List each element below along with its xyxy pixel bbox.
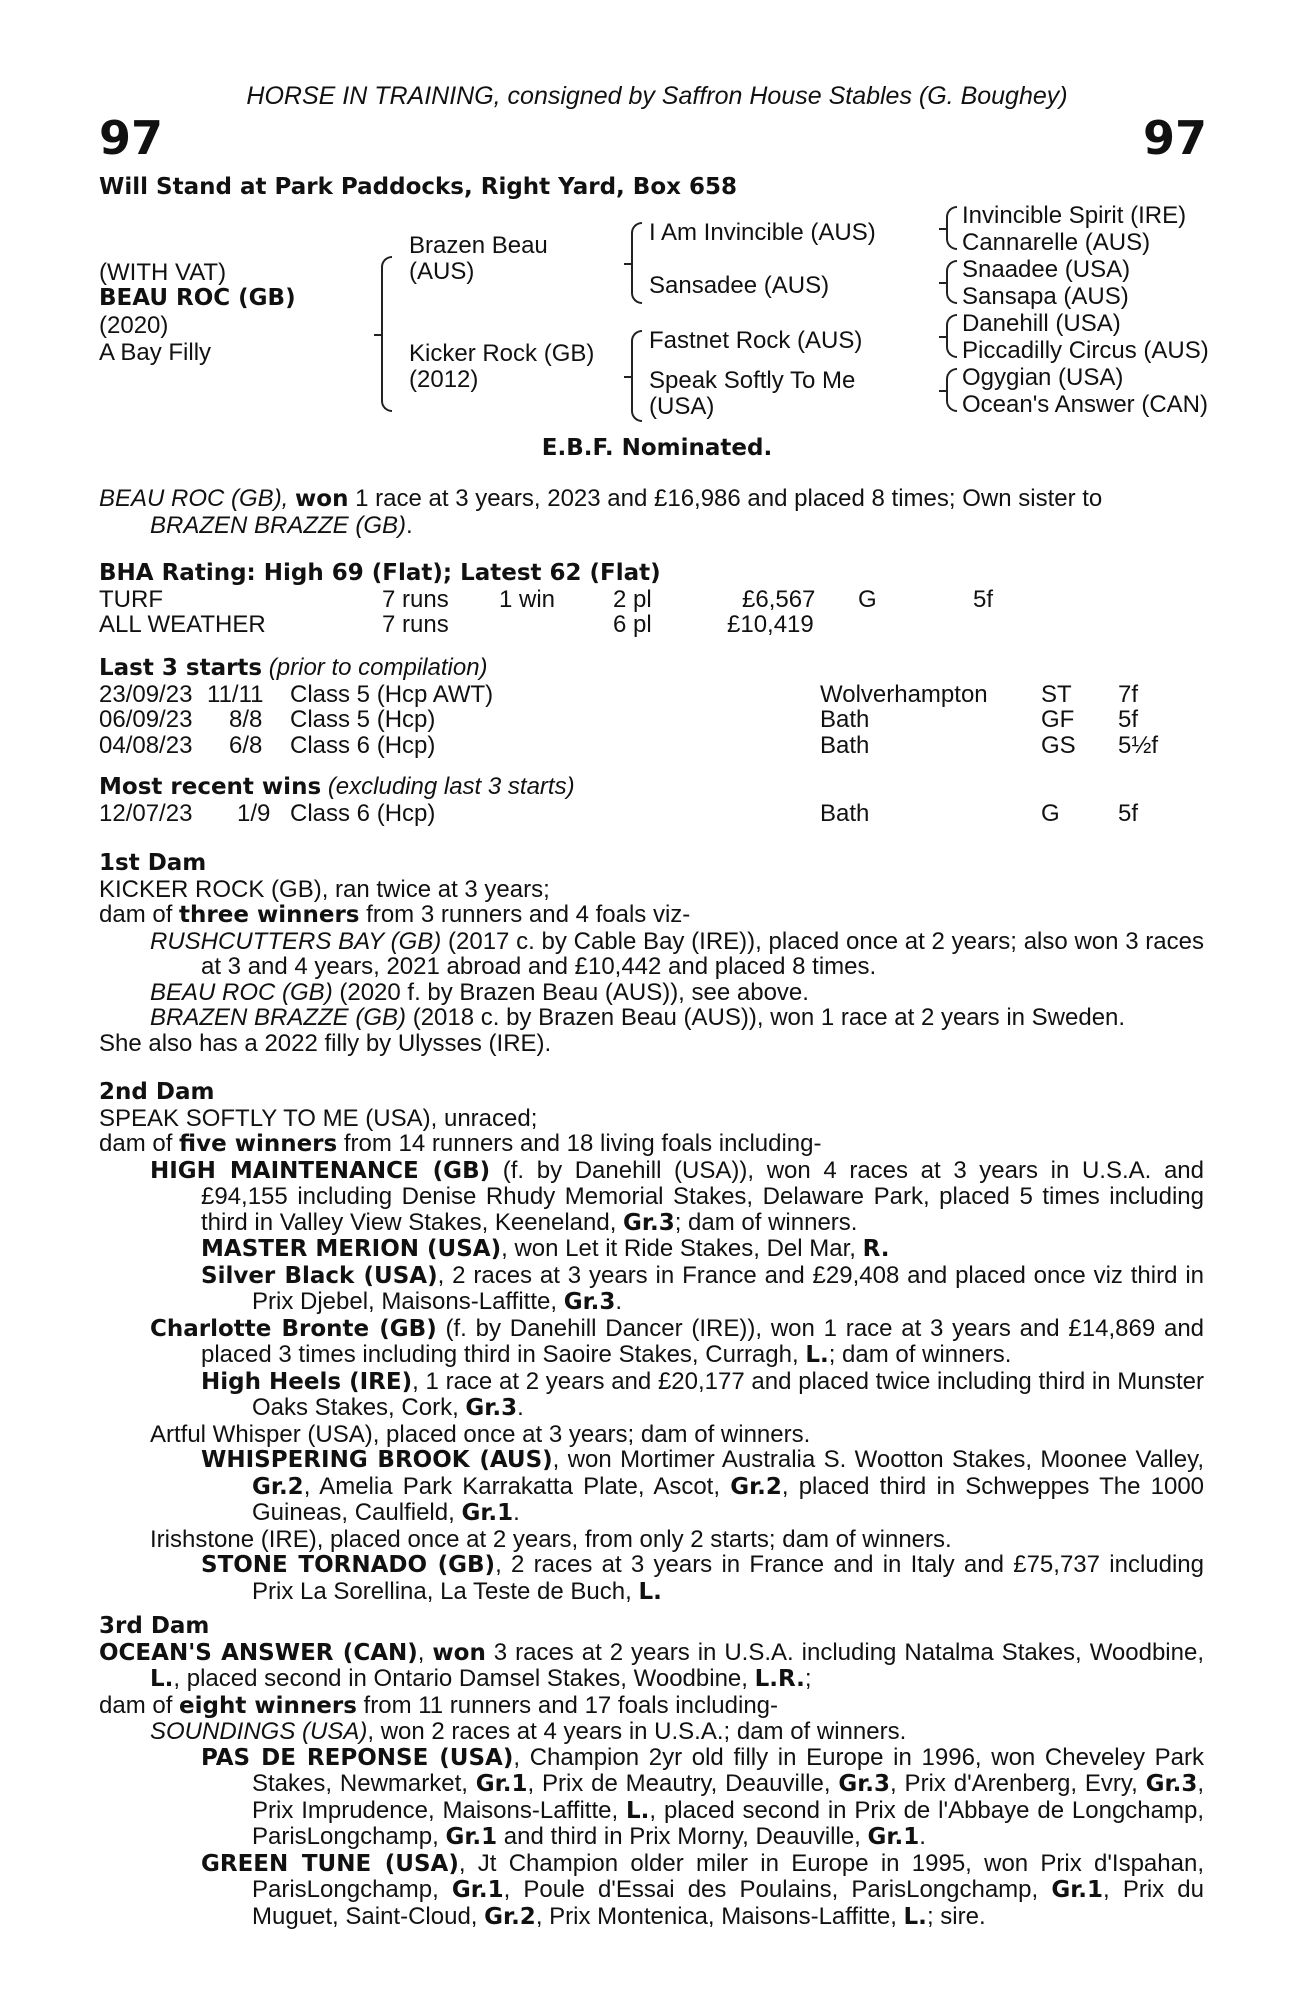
start-row: 23/09/23 11/11 Class 5 (Hcp AWT) Wolverhampton ST 7f — [99, 680, 1139, 708]
sire-sire: I Am Invincible (AUS) — [649, 219, 876, 246]
last-starts-section: Last 3 starts (prior to compilation) 23/09/23 11/11 Class 5 (Hcp AWT) Wolverhampton ST 7f 06/09/23 8/8 Class 5 (Hcp) Bath GF 5f 04/08/23 6/8 Class 6 (Hcp) Bath GS 5½f — [99, 655, 1204, 758]
progeny-entry: Charlotte Bronte (GB) (f. by Danehill Dancer (IRE)), won 1 race at 3 years and £14,869 and placed 3 times including third in Saoire Stakes, Curragh, L.; dam of winners. — [150, 1314, 1205, 1368]
progeny-entry: SOUNDINGS (USA), won 2 races at 4 years in U.S.A.; dam of winners. — [150, 1718, 907, 1745]
gen4-2: Cannarelle (AUS) — [962, 229, 1151, 256]
gen4-7: Ogygian (USA) — [962, 364, 1124, 391]
pedigree-brace-sire — [631, 222, 642, 304]
sire-dam: Sansadee (AUS) — [649, 272, 830, 299]
pedigree-brace-dam — [631, 330, 642, 422]
lot-number-right: 97 — [1142, 111, 1207, 165]
dam-sire: Fastnet Rock (AUS) — [649, 327, 863, 354]
bha-section — [99, 561, 1204, 638]
race-summary: BEAU ROC (GB), won 1 race at 3 years, 2023 and £16,986 and placed 8 times; Own sister to BRAZEN BRAZZE (GB). — [99, 485, 1103, 539]
second-dam-title: 2nd Dam — [99, 1079, 215, 1105]
ebf-nominated: E.B.F. Nominated. — [541, 435, 773, 461]
last-starts-title: Last 3 starts — [99, 655, 263, 681]
gen4-1: Invincible Spirit (IRE) — [962, 202, 1187, 229]
progeny-entry: BRAZEN BRAZZE (GB) (2018 c. by Brazen Beau (AUS)), won 1 race at 2 years in Sweden. — [150, 1004, 1126, 1031]
sire-country: (AUS) — [409, 258, 475, 285]
recent-wins-title: Most recent wins — [99, 774, 322, 800]
gen4-6: Piccadilly Circus (AUS) — [962, 337, 1209, 364]
dam-name: Kicker Rock (GB) — [409, 340, 595, 367]
pedigree-brace-g4-2 — [946, 260, 957, 304]
third-dam-title: 3rd Dam — [99, 1613, 210, 1639]
third-dam-entry: OCEAN'S ANSWER (CAN), won 3 races at 2 years in U.S.A. including Natalma Stakes, Woodbine, L., placed second in Ontario Damsel Stakes, Woodbine, L.R.; — [99, 1638, 1204, 1692]
progeny-entry: MASTER MERION (USA), won Let it Ride Stakes, Del Mar, R. — [201, 1235, 890, 1262]
horse-year: (2020) — [99, 312, 169, 339]
start-row: 04/08/23 6/8 Class 6 (Hcp) Bath GS 5½f — [99, 731, 1159, 759]
pedigree-brace-g4-3 — [946, 314, 957, 358]
vat-note: (WITH VAT) — [99, 259, 227, 286]
pedigree-brace-g4-4 — [946, 368, 957, 412]
recent-win-row: 12/07/23 1/9 Class 6 (Hcp) Bath G 5f — [99, 799, 1139, 827]
recent-wins-section: Most recent wins (excluding last 3 starts) 12/07/23 1/9 Class 6 (Hcp) Bath G 5f — [99, 774, 1204, 826]
first-dam-title: 1st Dam — [99, 850, 207, 876]
gen4-5: Danehill (USA) — [962, 310, 1121, 337]
gen4-3: Snaadee (USA) — [962, 256, 1131, 283]
consignment-header: HORSE IN TRAINING, consigned by Saffron House Stables (G. Boughey) — [246, 82, 1068, 110]
progeny-entry: Irishstone (IRE), placed once at 2 years, from only 2 starts; dam of winners. — [150, 1525, 952, 1553]
horse-name: BEAU ROC (GB) — [99, 285, 296, 311]
stand-location: Will Stand at Park Paddocks, Right Yard, Box 658 — [99, 174, 737, 200]
bha-row-turf: TURF 7 runs 1 win 2 pl £6,567 G 5f — [99, 585, 994, 613]
progeny-entry: Silver Black (USA), 2 races at 3 years in France and £29,408 and placed once viz third in Prix Djebel, Maisons-Laffitte, Gr.3. — [201, 1261, 1204, 1315]
progeny-entry: Artful Whisper (USA), placed once at 3 years; dam of winners. — [150, 1420, 811, 1448]
progeny-entry: RUSHCUTTERS BAY (GB) (2017 c. by Cable Bay (IRE)), placed once at 2 years; also won 3 races at 3 and 4 years, 2021 abroad and £10,442 and placed 8 times. — [150, 927, 1204, 980]
second-dam-section: 2nd Dam SPEAK SOFTLY TO ME (USA), unraced; dam of five winners from 14 runners and 18 living foals including- HIGH MAINTENANCE (GB) (f. by Danehill (USA)), won 4 races at 3 years in U.S.A. and £94,155 including Denise Rhudy Memorial Stakes, Delaware Park, placed 5 times including third in Valley View Stakes, Keeneland, Gr.3; dam of winners. MASTER MERION (USA), won Let it Ride Stakes, Del Mar, R. Silver Black (USA), 2 races at 3 years in France and £29,408 and placed once viz third in Prix Djebel, Maisons-Laffitte, Gr.3. Charlotte Bronte (GB) (f. by Danehill Dancer (IRE)), won 1 race at 3 years and £14,869 and placed 3 times including third in Saoire Stakes, Curragh, L.; dam of winners. High Heels (IRE), 1 race at 2 years and £20,177 and placed twice including third in Munster Oaks Stakes, Cork, Gr.3. Artful Whisper (USA), placed once at 3 years; dam of winners. WHISPERING BROOK (AUS), won Mortimer Australia S. Wootton Stakes, Moonee Valley, Gr.2, Amelia Park Karrakatta Plate, Ascot, Gr.2, placed third in Schweppes The 1000 Guineas, Caulfield, Gr.1. Irishstone (IRE), placed once at 2 years, from only 2 starts; dam of winners. STONE TORNADO (GB), 2 races at 3 years in France and in Italy and £75,737 including Prix La Sorellina, La Teste de Buch, L. — [99, 1079, 1205, 1605]
bha-title: BHA Rating: High 69 (Flat); Latest 62 (Flat) — [99, 560, 661, 586]
dam-dam-country: (USA) — [649, 393, 715, 420]
dam-year: (2012) — [409, 366, 479, 393]
progeny-entry: High Heels (IRE), 1 race at 2 years and £20,177 and placed twice including third in Munster Oaks Stakes, Cork, Gr.3. — [201, 1367, 1204, 1421]
progeny-entry: PAS DE REPONSE (USA), Champion 2yr old filly in Europe in 1996, won Cheveley Park Stakes, Newmarket, Gr.1, Prix de Meautry, Deauville, Gr.3, Prix d'Arenberg, Evry, Gr.3, Prix Imprudence, Maisons-Laffitte, L., placed second in Prix de l'Abbaye de Longchamp, ParisLongchamp, Gr.1 and third in Prix Morny, Deauville, Gr.1. — [201, 1743, 1205, 1850]
sire-name: Brazen Beau — [409, 232, 548, 259]
third-dam-section: 3rd Dam OCEAN'S ANSWER (CAN), won 3 races at 2 years in U.S.A. including Natalma Stakes, Woodbine, L., placed second in Ontario Damsel Stakes, Woodbine, L.R.; dam of eight winners from 11 runners and 17 foals including- SOUNDINGS (USA), won 2 races at 4 years in U.S.A.; dam of winners. PAS DE REPONSE (USA), Champion 2yr old filly in Europe in 1996, won Cheveley Park Stakes, Newmarket, Gr.1, Prix de Meautry, Deauville, Gr.3, Prix d'Arenberg, Evry, Gr.3, Prix Imprudence, Maisons-Laffitte, L., placed second in Prix de l'Abbaye de Longchamp, ParisLongchamp, Gr.1 and third in Prix Morny, Deauville, Gr.1. GREEN TUNE (USA), Jt Champion older miler in Europe in 1995, won Prix d'Ispahan, ParisLongchamp, Gr.1, Poule d'Essai des Poulains, ParisLongchamp, Gr.1, Prix du Muguet, Saint-Cloud, Gr.2, Prix Montenica, Maisons-Laffitte, L.; sire. — [99, 1613, 1205, 1930]
progeny-entry: STONE TORNADO (GB), 2 races at 3 years in France and in Italy and £75,737 including Prix La Sorellina, La Teste de Buch, L. — [201, 1551, 1205, 1605]
pedigree-brace-g4-1 — [946, 206, 957, 250]
bha-row-allweather: ALL WEATHER 7 runs 6 pl £10,419 — [99, 611, 814, 638]
dam-dam-name: Speak Softly To Me — [649, 367, 856, 394]
gen4-4: Sansapa (AUS) — [962, 283, 1129, 310]
horse-description: A Bay Filly — [99, 339, 212, 366]
progeny-entry: HIGH MAINTENANCE (GB) (f. by Danehill (USA)), won 4 races at 3 years in U.S.A. and £94,155 including Denise Rhudy Memorial Stakes, Delaware Park, placed 5 times including third in Valley View Stakes, Keeneland, Gr.3; dam of winners. — [150, 1156, 1204, 1236]
first-dam-section: 1st Dam KICKER ROCK (GB), ran twice at 3 years; dam of three winners from 3 runners and 4 foals viz- RUSHCUTTERS BAY (GB) (2017 c. by Cable Bay (IRE)), placed once at 2 years; also won 3 races at 3 and 4 years, 2021 abroad and £10,442 and placed 8 times. BEAU ROC (GB) (2020 f. by Brazen Beau (AUS)), see above. BRAZEN BRAZZE (GB) (2018 c. by Brazen Beau (AUS)), won 1 race at 2 years in Sweden. She also has a 2022 filly by Ulysses (IRE). — [99, 850, 1204, 1057]
pedigree-brace-main — [381, 256, 392, 412]
progeny-entry: BEAU ROC (GB) (2020 f. by Brazen Beau (AUS)), see above. — [150, 978, 809, 1006]
progeny-entry: WHISPERING BROOK (AUS), won Mortimer Australia S. Wootton Stakes, Moonee Valley, Gr.2, Amelia Park Karrakatta Plate, Ascot, Gr.2, placed third in Schweppes The 1000 Guineas, Caulfield, Gr.1. — [201, 1446, 1205, 1526]
progeny-entry: GREEN TUNE (USA), Jt Champion older miler in Europe in 1995, won Prix d'Ispahan, ParisLongchamp, Gr.1, Poule d'Essai des Poulains, ParisLongchamp, Gr.1, Prix du Muguet, Saint-Cloud, Gr.2, Prix Montenica, Maisons-Laffitte, L.; sire. — [201, 1849, 1204, 1930]
lot-number-left: 97 — [99, 111, 164, 165]
start-row: 06/09/23 8/8 Class 5 (Hcp) Bath GF 5f — [99, 706, 1139, 733]
gen4-8: Ocean's Answer (CAN) — [962, 391, 1208, 418]
